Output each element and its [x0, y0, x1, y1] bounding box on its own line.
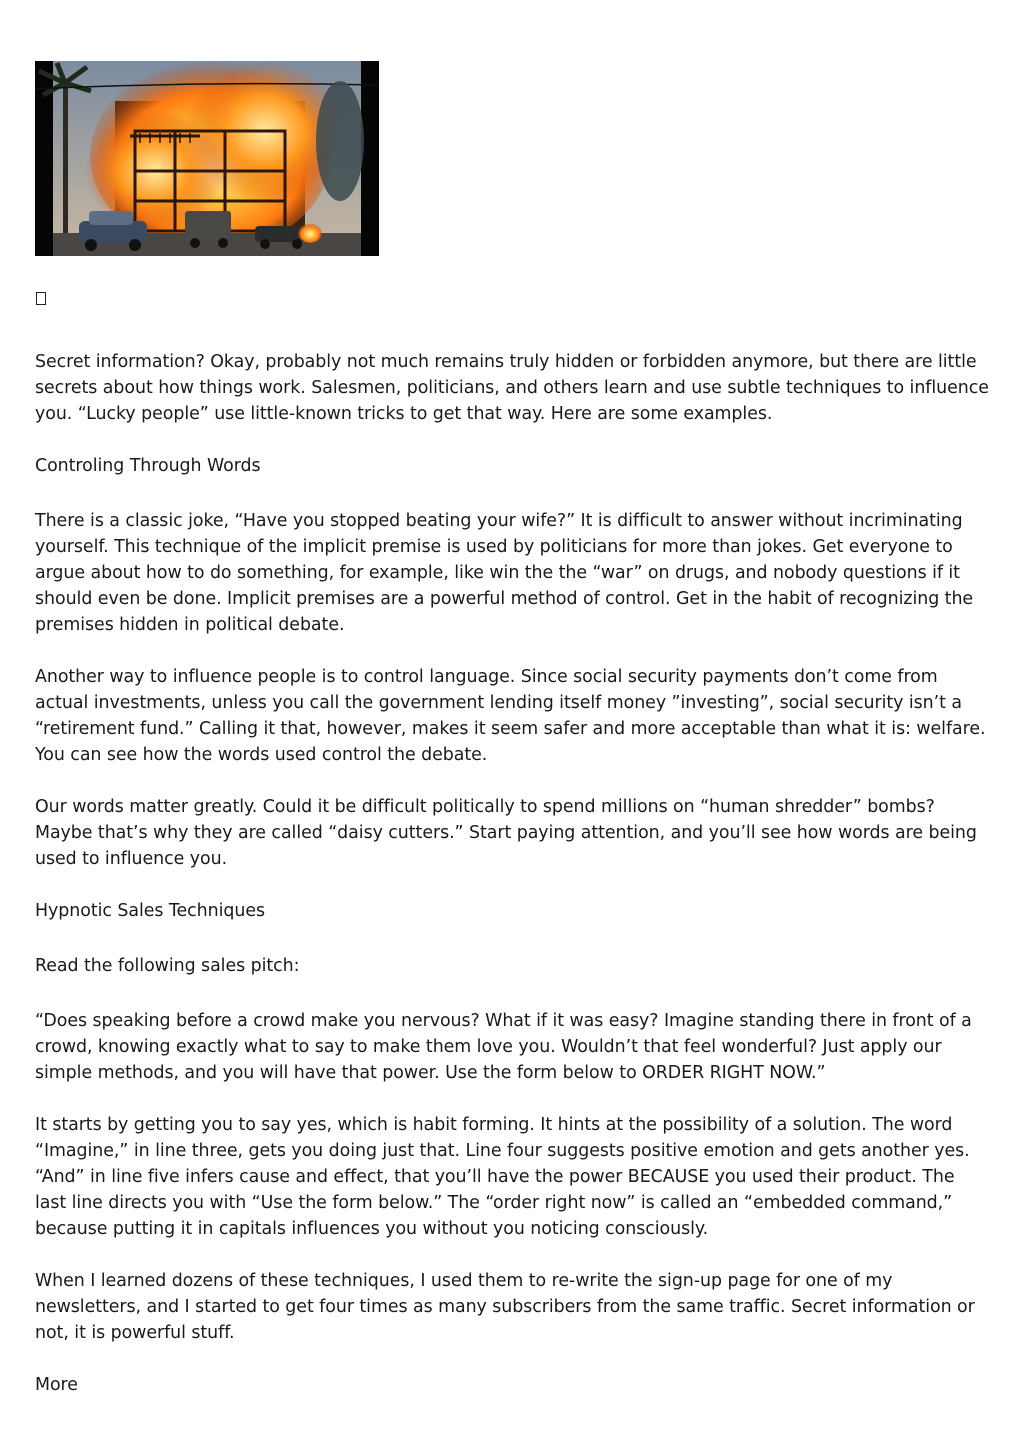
more-link[interactable]: More	[35, 1375, 78, 1395]
paragraph-read-pitch: Read the following sales pitch:	[35, 956, 300, 976]
missing-glyph-icon	[36, 292, 46, 305]
paragraph-words-matter: Our words matter greatly. Could it be difficult politically to spend millions on “human shredder” bombs? Maybe that’s why they are called “daisy cutters.” Start paying attention, and you’ll see how words are being used to influence you.	[35, 797, 977, 869]
paragraph-implicit-premise: There is a classic joke, “Have you stopped beating your wife?” It is difficult to answer without incriminating yourself. This technique of the implicit premise is used by politicians for more than jokes. Get everyone to argue about how to do something, for example, like win the the “war” on drugs, and nobody questions if it should even be done. Implicit premises are a powerful method of control. Get in the habit of recognizing the premises hidden in political debate.	[35, 511, 974, 635]
paragraph-analysis: It starts by getting you to say yes, which is habit forming. It hints at the possibility of a solution. The word “Imagine,” in line three, gets you doing just that. Line four suggests positive emotion and gets another yes. “And” in line five infers cause and effect, that you’ll have the power BECAUSE you used their product. The last line directs you with “Use the form below.” The “order right now” is called an “embedded command,” because putting it in capitals influences you without you noticing consciously.	[35, 1115, 970, 1239]
article-body	[35, 349, 990, 1398]
section-heading-hypnotic: Hypnotic Sales Techniques	[35, 901, 265, 921]
section-heading-words: Controling Through Words	[35, 456, 261, 476]
paragraph-intro: Secret information? Okay, probably not much remains truly hidden or forbidden anymore, but there are little secrets about how things work. Salesmen, politicians, and others learn and use subtle techniques to influence you. “Lucky people” use little-known tricks to get that way. Here are some examples.	[35, 352, 989, 424]
paragraph-control-language: Another way to influence people is to control language. Since social security payments don’t come from actual investments, unless you call the government lending itself money ”investing”, social security isn’t a “retirement fund.” Calling it that, however, makes it seem safer and more acceptable than what it is: welfare. You can see how the words used control the debate.	[35, 667, 986, 765]
burning-house-photo	[35, 61, 379, 256]
article	[35, 61, 990, 1424]
paragraph-sales-pitch: “Does speaking before a crowd make you nervous? What if it was easy? Imagine standing there in front of a crowd, knowing exactly what to say to make them love you. Wouldn’t that feel wonderful? Just apply our simple methods, and you will have that power. Use the form below to ORDER RIGHT NOW.”	[35, 1011, 972, 1083]
paragraph-newsletter: When I learned dozens of these techniques, I used them to re-write the sign-up page for one of my newsletters, and I started to get four times as many subscribers from the same traffic. Secret information or not, it is powerful stuff.	[35, 1271, 975, 1343]
